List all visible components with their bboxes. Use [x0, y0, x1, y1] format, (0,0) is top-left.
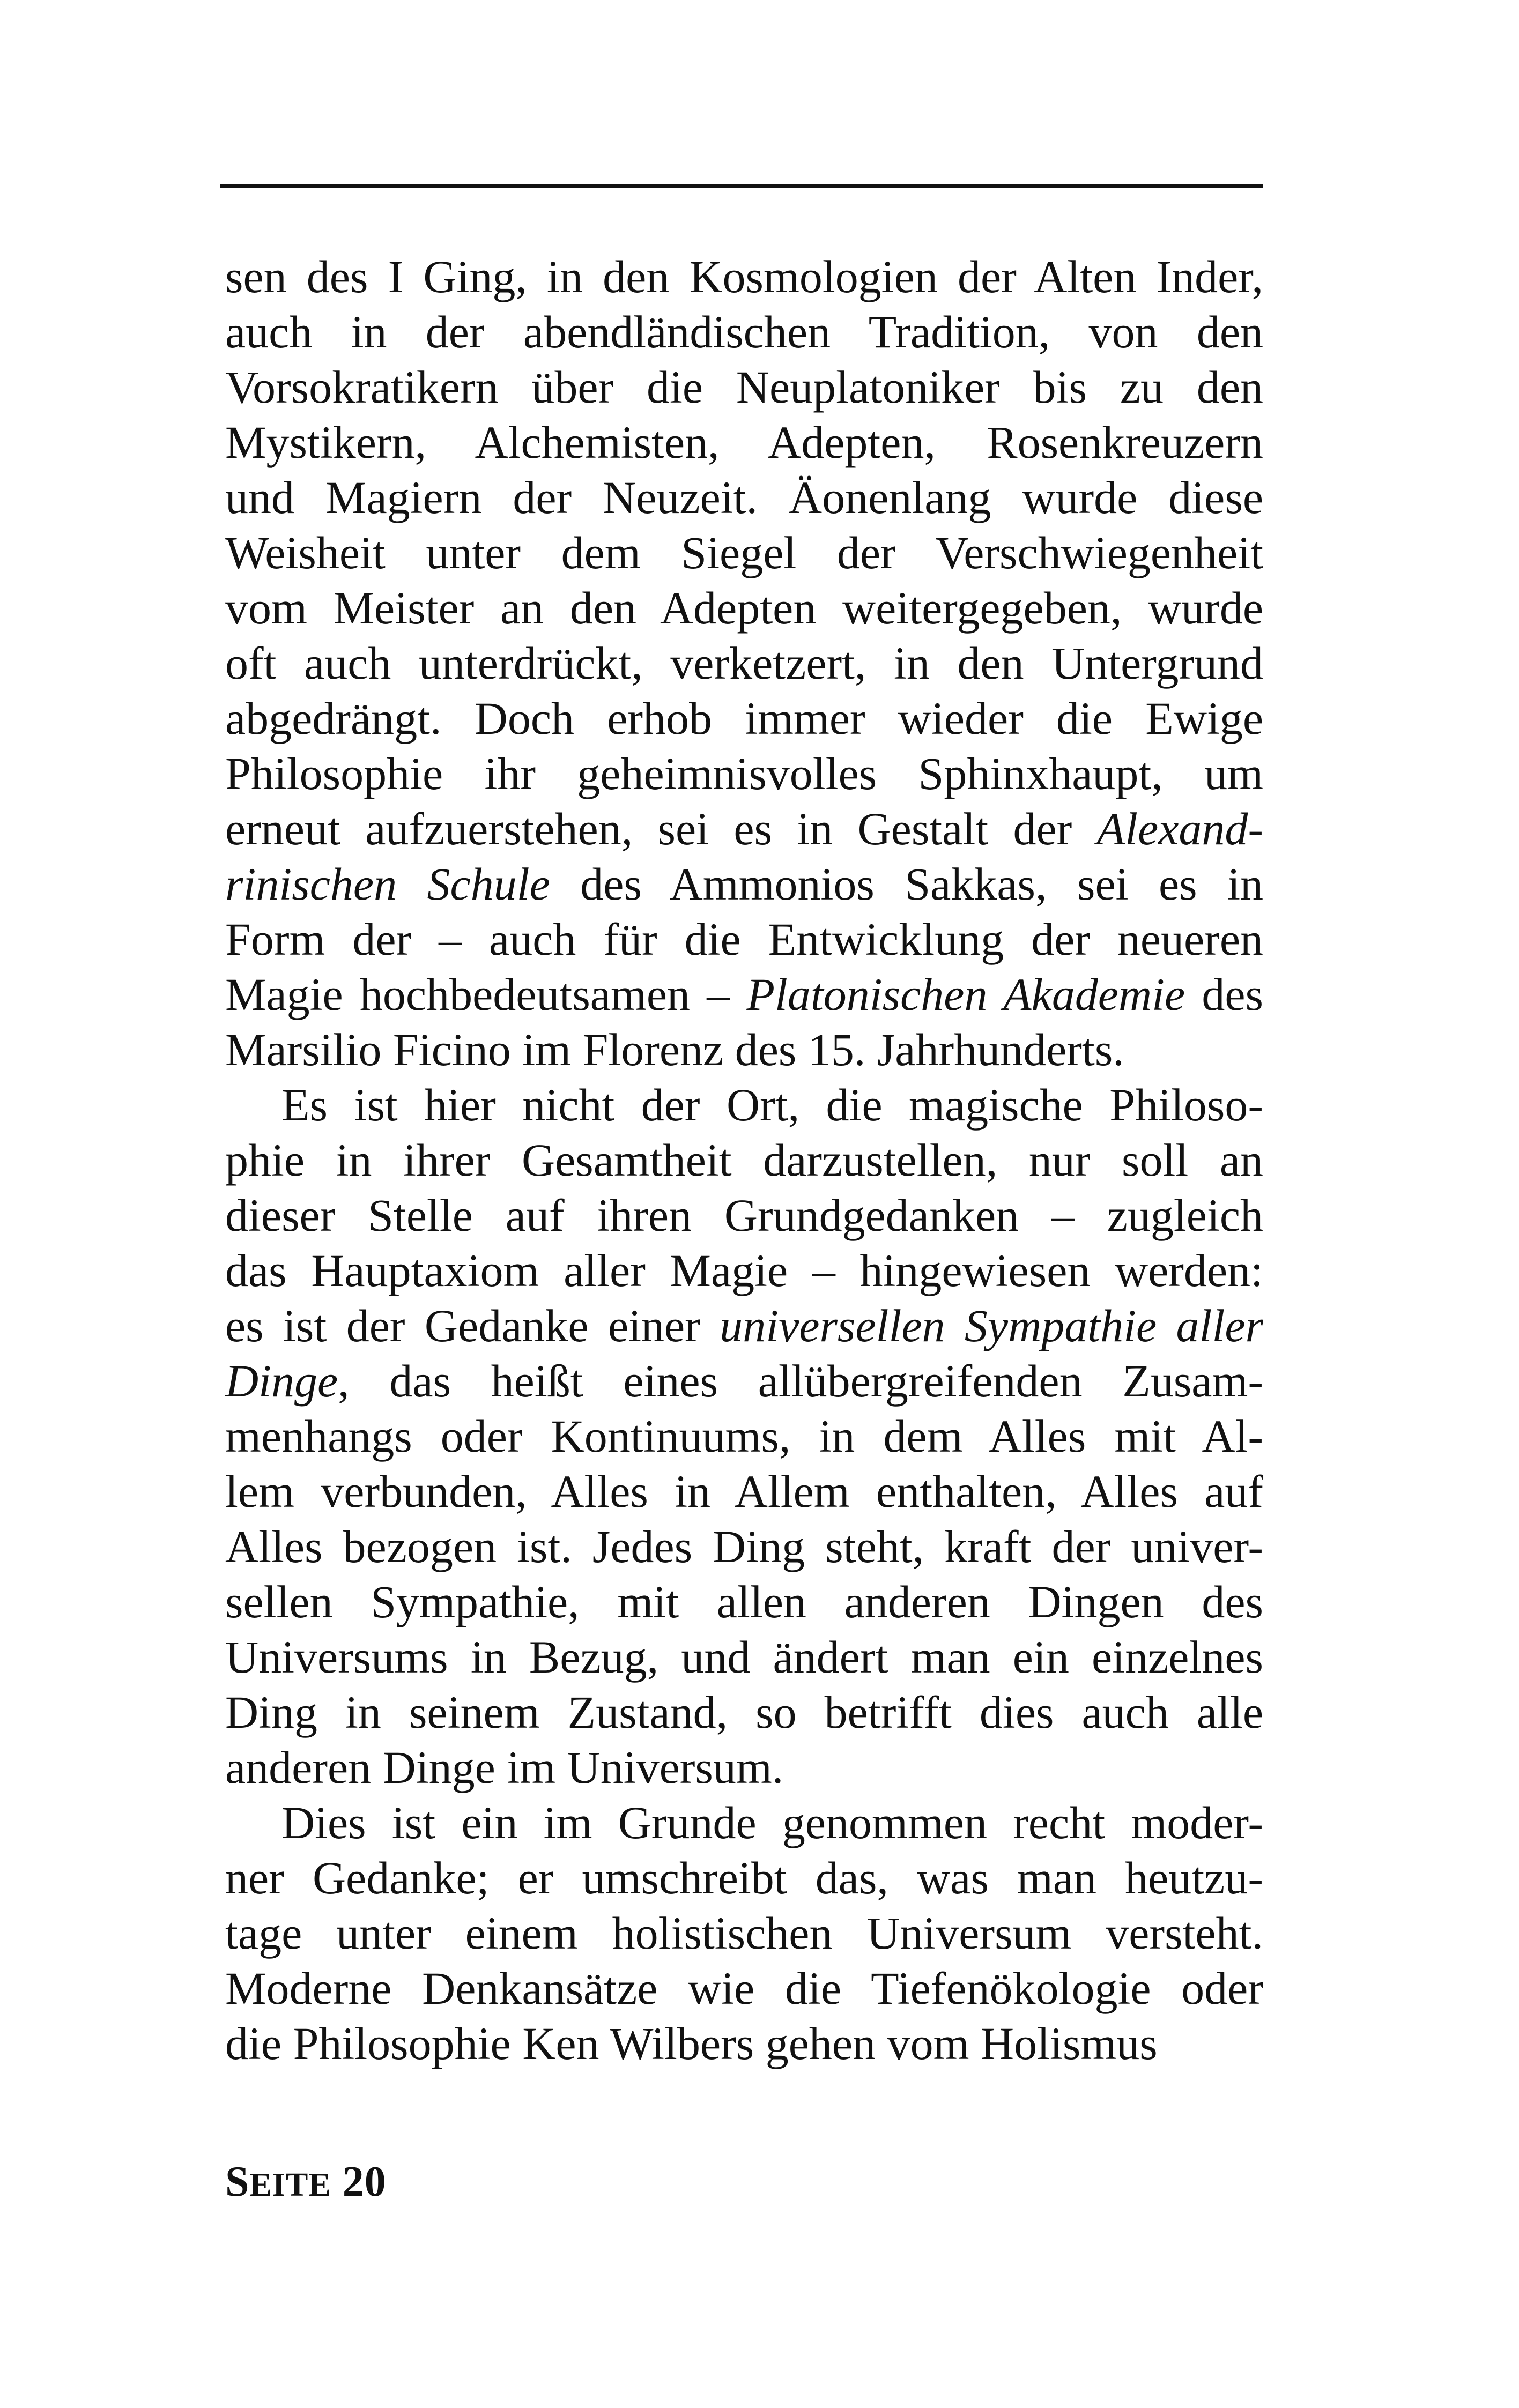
text-line	[225, 1685, 1263, 1740]
text-segment: das Hauptaxiom aller Magie – hingewiesen werden:	[225, 1245, 1263, 1296]
text-line	[225, 1354, 1263, 1409]
text-line	[225, 636, 1263, 691]
text-segment: oft auch unterdrückt, verketzert, in den Untergrund	[225, 637, 1263, 689]
italic-segment: universellen Sympathie aller	[720, 1300, 1263, 1351]
header-rule	[220, 184, 1263, 188]
text-line	[225, 1961, 1263, 2016]
text-line	[225, 967, 1263, 1022]
text-line	[225, 1630, 1263, 1685]
text-segment: erneut aufzuerstehen, sei es in Gestalt der	[225, 803, 1097, 854]
footer-label-initial: S	[225, 2158, 250, 2205]
text-line	[225, 1740, 1263, 1795]
text-segment: , das heißt eines allübergreifenden Zusam-	[338, 1355, 1263, 1407]
text-segment: Weisheit unter dem Siegel der Verschwiegenheit	[225, 527, 1263, 578]
text-segment: des	[1185, 969, 1264, 1020]
text-segment: tage unter einem holistischen Universum versteht.	[225, 1907, 1263, 1959]
text-segment: menhangs oder Kontinuums, in dem Alles mit Al-	[225, 1410, 1263, 1462]
text-line	[225, 2016, 1263, 2071]
text-line	[225, 1133, 1263, 1188]
text-line	[225, 415, 1263, 470]
text-segment: Vorsokratikern über die Neuplatoniker bis zu den	[225, 361, 1263, 413]
text-segment: Magie hochbedeutsamen –	[225, 969, 747, 1020]
text-segment: Dies ist ein im Grunde genommen recht moder-	[281, 1797, 1263, 1848]
text-line	[225, 249, 1263, 304]
text-segment: es ist der Gedanke einer	[225, 1300, 720, 1351]
text-line	[225, 470, 1263, 525]
text-segment: Form der – auch für die Entwicklung der neueren	[225, 913, 1263, 965]
paragraph	[225, 1795, 1263, 2071]
text-line	[225, 1464, 1263, 1519]
text-line	[225, 801, 1263, 857]
text-segment: Mystikern, Alchemisten, Adepten, Rosenkreuzern	[225, 417, 1263, 468]
text-line	[225, 304, 1263, 360]
text-line	[225, 1022, 1263, 1077]
italic-segment: Alexand-	[1096, 803, 1263, 854]
text-segment: die Philosophie Ken Wilbers gehen vom Holismus	[225, 2018, 1158, 2069]
text-segment: dieser Stelle auf ihren Grundgedanken – zugleich	[225, 1190, 1263, 1241]
italic-segment: Dinge	[225, 1355, 338, 1407]
text-line	[225, 1298, 1263, 1354]
text-line	[225, 525, 1263, 581]
text-line	[225, 360, 1263, 415]
text-segment: sellen Sympathie, mit allen anderen Dingen des	[225, 1576, 1263, 1627]
body-text	[225, 249, 1263, 2071]
text-segment: Philosophie ihr geheimnisvolles Sphinxhaupt, um	[225, 748, 1263, 799]
text-line	[225, 691, 1263, 746]
text-segment: Moderne Denkansätze wie die Tiefenökologie oder	[225, 1963, 1263, 2014]
text-segment: Alles bezogen ist. Jedes Ding steht, kraft der univer-	[225, 1521, 1263, 1572]
text-line	[225, 1077, 1263, 1133]
text-segment: Marsilio Ficino im Florenz des 15. Jahrhunderts.	[225, 1024, 1124, 1075]
text-line	[225, 1574, 1263, 1630]
text-segment: auch in der abendländischen Tradition, von den	[225, 306, 1263, 358]
page-number: 20	[342, 2158, 387, 2205]
page-footer	[225, 2158, 387, 2206]
text-segment: phie in ihrer Gesamtheit darzustellen, nur soll an	[225, 1134, 1263, 1186]
paragraph	[225, 249, 1263, 1077]
italic-segment: Platonischen Akademie	[746, 969, 1185, 1020]
text-line	[225, 1409, 1263, 1464]
text-line	[225, 857, 1263, 912]
paragraph	[225, 1077, 1263, 1795]
text-segment: Universums in Bezug, und ändert man ein einzelnes	[225, 1631, 1263, 1683]
text-line	[225, 1795, 1263, 1850]
footer-label-rest: EITE	[249, 2167, 331, 2203]
text-segment: vom Meister an den Adepten weitergegeben, wurde	[225, 582, 1263, 634]
text-segment: anderen Dinge im Universum.	[225, 1742, 784, 1793]
text-line	[225, 1906, 1263, 1961]
text-line	[225, 581, 1263, 636]
text-segment: des Ammonios Sakkas, sei es in	[550, 858, 1263, 910]
text-line	[225, 1850, 1263, 1906]
text-line	[225, 746, 1263, 801]
text-segment: Ding in seinem Zustand, so betrifft dies auch alle	[225, 1686, 1263, 1738]
text-line	[225, 912, 1263, 967]
text-line	[225, 1519, 1263, 1574]
text-segment: und Magiern der Neuzeit. Äonenlang wurde diese	[225, 472, 1263, 523]
text-line	[225, 1188, 1263, 1243]
text-segment: ner Gedanke; er umschreibt das, was man heutzu-	[225, 1852, 1263, 1904]
italic-segment: rinischen Schule	[225, 858, 550, 910]
text-segment: lem verbunden, Alles in Allem enthalten, Alles auf	[225, 1466, 1263, 1517]
text-segment: Es ist hier nicht der Ort, die magische Philoso-	[281, 1079, 1263, 1131]
text-segment: sen des I Ging, in den Kosmologien der Alten Inder,	[225, 251, 1263, 302]
text-line	[225, 1243, 1263, 1298]
text-segment: abgedrängt. Doch erhob immer wieder die Ewige	[225, 693, 1263, 744]
